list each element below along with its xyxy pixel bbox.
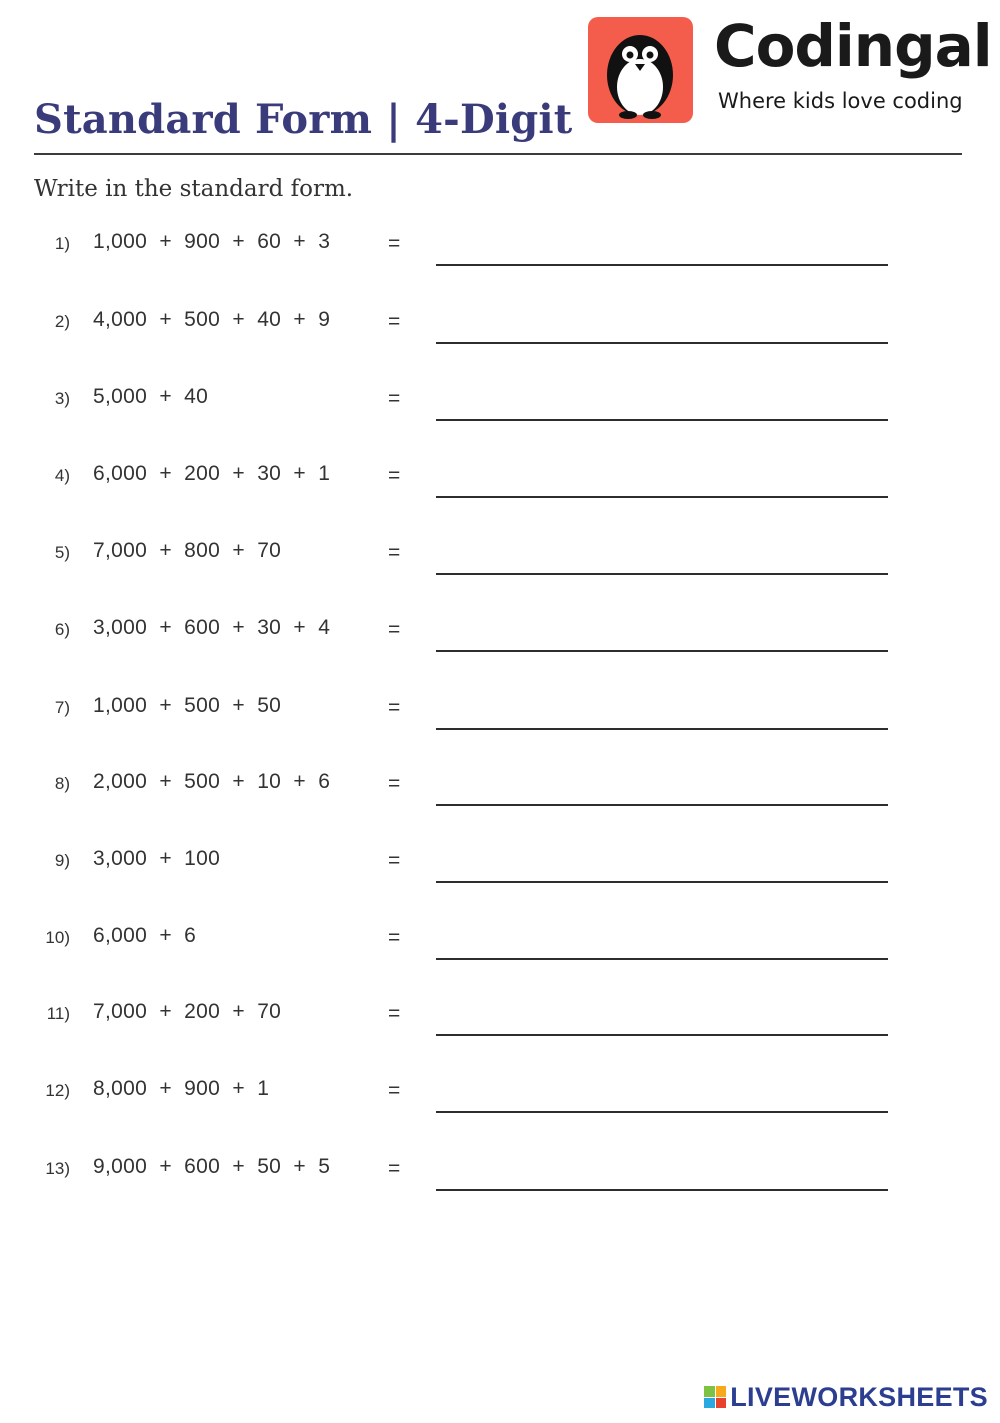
penguin-icon (588, 17, 693, 123)
equals-sign: = (388, 618, 401, 641)
liveworksheets-icon (704, 1386, 726, 1408)
equals-sign: = (388, 926, 401, 949)
problem-number: 12) (45, 1081, 70, 1100)
problem-expression: 7,000 + 200 + 70 (93, 1000, 282, 1023)
answer-input[interactable] (436, 938, 888, 960)
problem-row (0, 1151, 1000, 1191)
answer-input[interactable] (436, 784, 888, 806)
equals-sign: = (388, 696, 401, 719)
equals-sign: = (388, 387, 401, 410)
problem-number: 4) (54, 466, 70, 485)
problem-number: 3) (54, 389, 70, 408)
equals-sign: = (388, 1002, 401, 1025)
problem-expression: 6,000 + 200 + 30 + 1 (93, 462, 331, 485)
answer-input[interactable] (436, 322, 888, 344)
answer-input[interactable] (436, 553, 888, 575)
problem-number: 2) (54, 312, 70, 331)
answer-input[interactable] (436, 630, 888, 652)
problem-expression: 8,000 + 900 + 1 (93, 1077, 270, 1100)
problem-expression: 6,000 + 6 (93, 924, 197, 947)
title-divider (34, 153, 962, 155)
problem-row (0, 690, 1000, 730)
codingal-logo (588, 17, 693, 123)
problem-expression: 9,000 + 600 + 50 + 5 (93, 1155, 331, 1178)
equals-sign: = (388, 464, 401, 487)
problem-number: 8) (54, 774, 70, 793)
problem-row (0, 612, 1000, 652)
answer-input[interactable] (436, 476, 888, 498)
problem-number: 7) (54, 698, 70, 717)
problem-expression: 2,000 + 500 + 10 + 6 (93, 770, 331, 793)
problem-row (0, 226, 1000, 266)
equals-sign: = (388, 310, 401, 333)
liveworksheets-label: LIVEWORKSHEETS (730, 1381, 988, 1412)
problem-number: 5) (54, 543, 70, 562)
problem-expression: 1,000 + 900 + 60 + 3 (93, 230, 331, 253)
answer-input[interactable] (436, 1169, 888, 1191)
answer-input[interactable] (436, 861, 888, 883)
answer-input[interactable] (436, 1091, 888, 1113)
answer-input[interactable] (436, 244, 888, 266)
brand-tagline: Where kids love coding (718, 89, 963, 113)
answer-input[interactable] (436, 1014, 888, 1036)
problem-row (0, 996, 1000, 1036)
equals-sign: = (388, 849, 401, 872)
problem-number: 9) (54, 851, 70, 870)
equals-sign: = (388, 1157, 401, 1180)
instruction-text: Write in the standard form. (34, 176, 354, 202)
problem-expression: 1,000 + 500 + 50 (93, 694, 282, 717)
problem-expression: 4,000 + 500 + 40 + 9 (93, 308, 331, 331)
equals-sign: = (388, 541, 401, 564)
problem-row (0, 458, 1000, 498)
problem-row (0, 766, 1000, 806)
equals-sign: = (388, 232, 401, 255)
problem-row (0, 535, 1000, 575)
liveworksheets-watermark (704, 1380, 988, 1414)
problem-row (0, 381, 1000, 421)
problem-row (0, 1073, 1000, 1113)
problem-row (0, 920, 1000, 960)
problem-number: 10) (45, 928, 70, 947)
answer-input[interactable] (436, 399, 888, 421)
equals-sign: = (388, 1079, 401, 1102)
problem-number: 6) (54, 620, 70, 639)
problem-expression: 3,000 + 600 + 30 + 4 (93, 616, 331, 639)
problem-number: 13) (45, 1159, 70, 1178)
problem-number: 11) (46, 1004, 70, 1023)
problem-row (0, 304, 1000, 344)
answer-input[interactable] (436, 708, 888, 730)
problem-row (0, 843, 1000, 883)
equals-sign: = (388, 772, 401, 795)
brand-name: Codingal (714, 12, 992, 80)
worksheet-title: Standard Form | 4-Digit (34, 96, 573, 143)
problem-expression: 5,000 + 40 (93, 385, 209, 408)
problem-number: 1) (54, 234, 70, 253)
problem-expression: 3,000 + 100 (93, 847, 221, 870)
problem-expression: 7,000 + 800 + 70 (93, 539, 282, 562)
